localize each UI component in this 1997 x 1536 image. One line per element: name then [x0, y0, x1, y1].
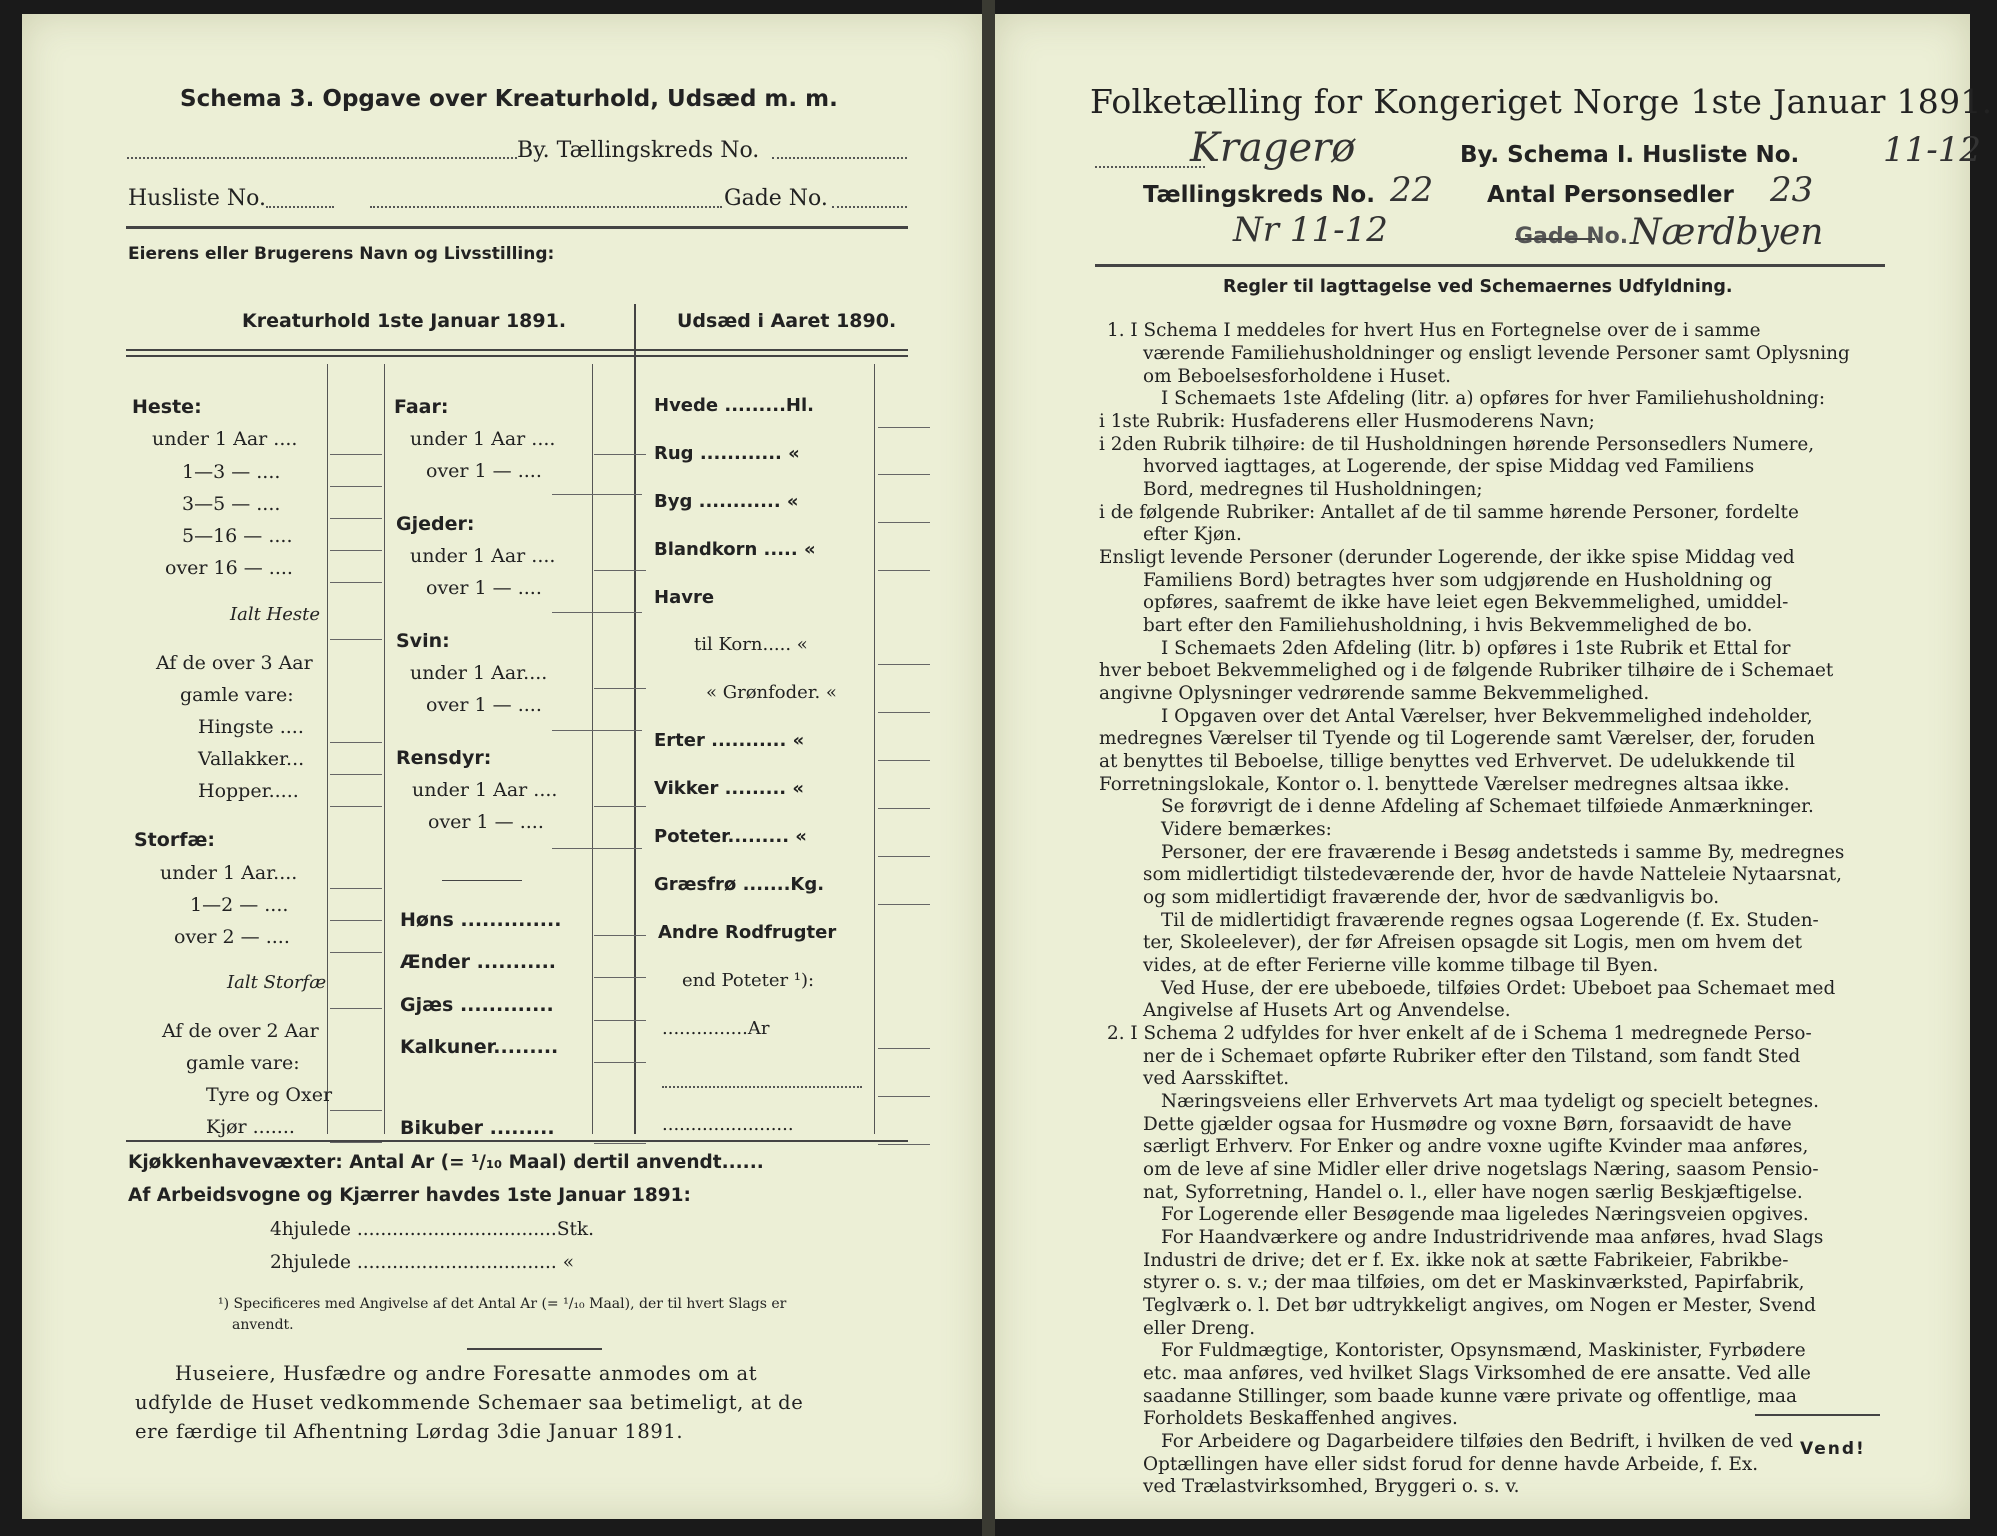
- husliste-blank: [266, 206, 334, 208]
- heste-row: 5—16 — ....: [182, 525, 293, 547]
- storfae-row: over 2 — ....: [174, 926, 290, 948]
- entry-blank: [878, 570, 930, 571]
- entry-blank: [330, 1142, 382, 1143]
- entry-blank: [330, 1110, 382, 1111]
- entry-blank: [878, 1048, 930, 1049]
- gade-label: Gade No.: [1515, 224, 1629, 249]
- faar-row: over 1 — ....: [426, 460, 542, 482]
- rule-line: efter Kjøn.: [1143, 524, 1242, 545]
- fowl-bikuber: Bikuber .........: [400, 1117, 555, 1139]
- entry-blank: [594, 806, 646, 807]
- entry-blank: [330, 454, 382, 455]
- crop-rug: Rug ............ «: [654, 443, 800, 464]
- svin-row: under 1 Aar....: [410, 662, 548, 684]
- fire-hjulede: 4hjulede ..................................Stk.: [270, 1219, 595, 1240]
- rule-line: I Schemaets 2den Afdeling (litr. b) opføres i 1ste Rubrik et Ettal for: [1161, 638, 1791, 659]
- entry-blank: [552, 848, 642, 849]
- entry-blank: [330, 774, 382, 775]
- kjokkenhavevaexter: Kjøkkenhavevæxter: Antal Ar (= ¹/₁₀ Maal) dertil anvendt......: [128, 1152, 764, 1173]
- heste-row: 1—3 — ....: [182, 461, 281, 483]
- rule-line: særligt Erhverv. For Enker og andre voxne ugifte Kvinder maa anføres,: [1143, 1136, 1809, 1157]
- taellingskreds-blank: [772, 157, 907, 159]
- gamle-vare-2: gamle vare:: [186, 1052, 300, 1074]
- book-gutter: [982, 0, 995, 1536]
- left-page-schema-3: [22, 14, 982, 1519]
- col-rule: [592, 364, 593, 1134]
- rensdyr-row: over 1 — ....: [428, 811, 544, 833]
- udsaed-header: Udsæd i Aaret 1890.: [677, 310, 897, 332]
- rule-line: ved Aarsskiftet.: [1143, 1068, 1290, 1089]
- col-rule: [327, 364, 328, 1134]
- entry-blank: [594, 454, 646, 455]
- rule-line: I Schemaets 1ste Afdeling (litr. a) opføres for hver Familiehusholdning:: [1161, 388, 1826, 409]
- rule-line: Videre bemærkes:: [1161, 819, 1332, 840]
- entry-blank: [594, 570, 646, 571]
- heste-row: over 16 — ....: [165, 557, 293, 579]
- entry-blank: [330, 486, 382, 487]
- heste-label: Heste:: [132, 396, 202, 418]
- rule-line: Bord, medregnes til Husholdningen;: [1143, 479, 1483, 500]
- entry-blank: [594, 688, 646, 689]
- storfae-row: under 1 Aar....: [160, 862, 298, 884]
- column-divider: [634, 304, 636, 1134]
- col-rule: [874, 364, 875, 1134]
- entry-blank: [878, 664, 930, 665]
- rule-line: saadanne Stillinger, som baade kunne være private og offentlige, maa: [1143, 1386, 1797, 1407]
- entry-blank: [330, 888, 382, 889]
- rule-line: For Fuldmægtige, Kontorister, Opsynsmænd, Maskinister, Fyrbødere: [1161, 1340, 1806, 1361]
- handwritten-place: Kragerø: [1190, 125, 1356, 171]
- crop-hvede: Hvede .........Hl.: [654, 395, 814, 416]
- entry-blank: [552, 494, 642, 495]
- rule-line: Angivelse af Husets Art og Anvendelse.: [1143, 1000, 1511, 1021]
- rule-line: Teglværk o. l. Det bør udtrykkeligt angives, om Nogen er Mester, Svend: [1143, 1295, 1816, 1316]
- rule-line: hvorved iagttages, at Logerende, der spise Middag ved Familiens: [1143, 456, 1755, 477]
- rule-line: opføres, saafremt de ikke have leiet egen Bekvemmelighed, umiddel-: [1143, 592, 1789, 613]
- census-title: Folketælling for Kongeriget Norge 1ste Januar 1891.: [1090, 82, 1993, 121]
- kjor: Kjør .......: [206, 1116, 295, 1138]
- closing-line-3: ere færdige til Afhentning Lørdag 3die Januar 1891.: [135, 1420, 684, 1443]
- handwritten-kreds: 22: [1390, 170, 1434, 210]
- ialt-storfae: Ialt Storfæ: [227, 972, 327, 993]
- taellingskreds-label: Tællingskreds No.: [1143, 182, 1375, 208]
- rule-line: 2. I Schema 2 udfyldes for hver enkelt af de i Schema 1 medregnede Perso-: [1107, 1023, 1812, 1044]
- rule-line: For Haandværkere og andre Industridrivende maa anføres, hvad Slags: [1161, 1227, 1824, 1248]
- heste-row: under 1 Aar ....: [152, 428, 298, 450]
- af-over-3: Af de over 3 Aar: [156, 652, 313, 674]
- short-rule: [1755, 1414, 1880, 1416]
- rule-line: medregnes Værelser til Tyende og til Logerende samt Værelser, der, foruden: [1099, 728, 1815, 749]
- schema-3-title: Schema 3. Opgave over Kreaturhold, Udsæd m. m.: [180, 86, 838, 112]
- rule-line: og som midlertidigt fraværende der, hvor de sædvanligvis bo.: [1143, 887, 1720, 908]
- street-blank: [370, 206, 722, 208]
- entry-blank: [330, 920, 382, 921]
- closing-line-2: udfylde de Huset vedkommende Schemaer saa betimeligt, at de: [135, 1391, 804, 1414]
- rule-line: Næringsveiens eller Erhvervets Art maa tydeligt og specielt betegnes.: [1161, 1091, 1819, 1112]
- col-rule: [384, 364, 385, 1134]
- fowl-aender: Ænder ...........: [400, 951, 557, 973]
- gade-label: Gade No.: [724, 186, 828, 211]
- gjeder-label: Gjeder:: [396, 513, 475, 535]
- entry-blank: [330, 582, 382, 583]
- entry-blank: [878, 808, 930, 809]
- vend-note: Vend!: [1800, 1439, 1866, 1459]
- rule-line: i 1ste Rubrik: Husfaderens eller Husmoderens Navn;: [1099, 411, 1595, 432]
- entry-blank: [878, 1096, 930, 1097]
- crop-blandkorn: Blandkorn ..... «: [654, 539, 816, 560]
- rule-line: i 2den Rubrik tilhøire: de til Husholdningen hørende Personsedlers Numere,: [1099, 434, 1815, 455]
- crop-byg: Byg ............ «: [654, 491, 799, 512]
- fowl-kalkuner: Kalkuner.........: [400, 1036, 559, 1058]
- entry-blank: [878, 427, 930, 428]
- rule-line: Personer, der ere fraværende i Besøg andetsteds i samme By, medregnes: [1161, 842, 1845, 863]
- faar-label: Faar:: [394, 396, 449, 418]
- storfae-row: 1—2 — ....: [190, 894, 289, 916]
- crop-gronfoder: « Grønfoder. «: [706, 682, 837, 703]
- hopper: Hopper.....: [198, 780, 299, 802]
- rule-line: ved Trælastvirksomhed, Bryggeri o. s. v.: [1143, 1476, 1520, 1497]
- husliste-label: Husliste No.: [128, 186, 266, 211]
- entry-blank: [330, 639, 382, 640]
- af-over-2: Af de over 2 Aar: [162, 1020, 319, 1042]
- rules-heading: Regler til lagttagelse ved Schemaernes Udfyldning.: [1223, 277, 1733, 297]
- entry-blank: [330, 952, 382, 953]
- rule-line: I Opgaven over det Antal Værelser, hver Bekvemmelighed indeholder,: [1161, 706, 1813, 727]
- entry-blank: [878, 760, 930, 761]
- crop-blank-line: .......................: [662, 1114, 794, 1135]
- storfae-label: Storfæ:: [134, 829, 215, 851]
- fowl-hons: Høns ..............: [400, 909, 562, 931]
- entry-blank: [594, 1020, 646, 1021]
- rule-line: Forholdets Beskaffenhed angives.: [1143, 1408, 1458, 1429]
- handwritten-house-number: Nr 11-12: [1233, 210, 1388, 250]
- crop-graesfro: Græsfrø .......Kg.: [654, 874, 825, 895]
- vallakker: Vallakker...: [198, 748, 305, 770]
- rule-line: værende Familiehusholdninger og ensligt levende Personer samt Oplysning: [1143, 343, 1850, 364]
- rule: [126, 355, 908, 357]
- place-blank: [1095, 166, 1205, 168]
- entry-blank: [330, 518, 382, 519]
- rule-line: vides, at de efter Ferierne ville komme tilbage til Byen.: [1143, 955, 1659, 976]
- entry-blank: [594, 935, 646, 936]
- rule-line: Se forøvrigt de i denne Afdeling af Schemaet tilføiede Anmærkninger.: [1161, 796, 1814, 817]
- gjeder-row: under 1 Aar ....: [410, 545, 556, 567]
- entry-blank: [878, 712, 930, 713]
- crop-end-poteter: end Poteter ¹):: [682, 970, 815, 991]
- rule-line: Optællingen have eller sidst forud for denne havde Arbeide, f. Ex.: [1143, 1454, 1759, 1475]
- entry-blank: [878, 474, 930, 475]
- hingste: Hingste ....: [198, 716, 304, 738]
- short-rule: [442, 880, 522, 881]
- rule-line: ter, Skoleelever), der før Afreisen opsagde sit Logis, men om hvem det: [1143, 932, 1802, 953]
- antal-personsedler-label: Antal Personsedler: [1487, 182, 1734, 208]
- rule-line: som midlertidigt tilstedeværende der, hvor de havde Natteleie Nytaarsnat,: [1143, 864, 1843, 885]
- entry-blank: [878, 522, 930, 523]
- entry-blank: [552, 730, 642, 731]
- entry-blank: [594, 977, 646, 978]
- rule-line: Familiens Bord) betragtes hver som udgjørende en Husholdning og: [1143, 570, 1773, 591]
- crop-ar: ...............Ar: [662, 1018, 770, 1039]
- rule-line: eller Dreng.: [1143, 1318, 1256, 1339]
- rule-line: om de leve af sine Midler eller drive nogetslags Næring, saasom Pensio-: [1143, 1159, 1819, 1180]
- crop-andre-rodfrugter: Andre Rodfrugter: [658, 922, 837, 943]
- rule: [126, 349, 908, 351]
- rule-line: at benyttes til Beboelse, tillige benyttes ved Erhvervet. De udelukkende til: [1099, 751, 1796, 772]
- rule: [1095, 264, 1885, 267]
- gjeder-row: over 1 — ....: [426, 577, 542, 599]
- by-blank: [127, 157, 517, 159]
- closing-line-1: Huseiere, Husfædre og andre Foresatte anmodes om at: [175, 1362, 758, 1385]
- entry-blank: [552, 612, 642, 613]
- rule-line: For Logerende eller Besøgende maa ligeledes Næringsveien opgives.: [1161, 1204, 1809, 1225]
- by-schema-husliste-label: By. Schema I. Husliste No.: [1460, 142, 1800, 168]
- footnote-line-1: ¹) Specificeres med Angivelse af det Antal Ar (= ¹/₁₀ Maal), der til hvert Slags er: [218, 1296, 787, 1312]
- crop-havre: Havre: [654, 587, 715, 608]
- gade-blank: [832, 206, 907, 208]
- entry-blank: [330, 742, 382, 743]
- entry-blank: [878, 1144, 930, 1145]
- rule-line: Ensligt levende Personer (derunder Logerende, der ikke spise Middag ved: [1099, 547, 1795, 568]
- entry-blank: [878, 904, 930, 905]
- rule-line: etc. maa anføres, ved hvilket Slags Virksomhed de ere ansatte. Ved alle: [1143, 1363, 1811, 1384]
- entry-blank: [330, 1008, 382, 1009]
- rule: [126, 226, 908, 229]
- rule-line: Forretningslokale, Kontor o. l. benyttede Værelser medregnes altsaa ikke.: [1099, 774, 1790, 795]
- entry-blank: [594, 1143, 646, 1144]
- rule-line: 1. I Schema I meddeles for hvert Hus en Fortegnelse over de i samme: [1107, 320, 1761, 341]
- gamle-vare: gamle vare:: [180, 684, 294, 706]
- entry-blank: [594, 1062, 646, 1063]
- owner-label: Eierens eller Brugerens Navn og Livsstilling:: [128, 244, 555, 264]
- svin-label: Svin:: [396, 630, 450, 652]
- rensdyr-label: Rensdyr:: [396, 747, 492, 769]
- tyre-og-oxer: Tyre og Oxer: [206, 1084, 333, 1106]
- entry-blank: [330, 806, 382, 807]
- dotted-line: [662, 1086, 862, 1088]
- rule-line: Ved Huse, der ere ubeboede, tilføies Ordet: Ubeboet paa Schemaet med: [1161, 978, 1836, 999]
- rule-line: Industri de drive; det er f. Ex. ikke nok at sætte Fabrikeier, Fabrikbe-: [1143, 1250, 1789, 1271]
- rule: [126, 1140, 908, 1142]
- rule-line: bart efter den Familiehusholdning, i hvis Bekvemmelighed de bo.: [1143, 615, 1753, 636]
- short-rule: [467, 1348, 602, 1350]
- rule-line: For Arbeidere og Dagarbeidere tilføies den Bedrift, i hvilken de ved: [1161, 1431, 1794, 1452]
- crop-poteter: Poteter......... «: [654, 826, 807, 847]
- faar-row: under 1 Aar ....: [410, 428, 556, 450]
- entry-blank: [878, 856, 930, 857]
- rule-line: hver beboet Bekvemmelighed og i de følgende Rubriker tilhøire de i Schemaet: [1099, 660, 1834, 681]
- right-page-schema-1: [995, 14, 1993, 1519]
- rule-line: nat, Syforretning, Handel o. l., eller have nogen særlig Beskjæftigelse.: [1143, 1182, 1803, 1203]
- rule-line: angivne Oplysninger vedrørende samme Bekvemmelighed.: [1099, 683, 1650, 704]
- rensdyr-row: under 1 Aar ....: [412, 779, 558, 801]
- ialt-heste: Ialt Heste: [230, 604, 321, 625]
- handwritten-gade: Nærdbyen: [1630, 212, 1824, 253]
- kreaturhold-header: Kreaturhold 1ste Januar 1891.: [242, 310, 567, 332]
- strike-through: [1515, 238, 1595, 240]
- by-taellingskreds-label: By. Tællingskreds No.: [517, 138, 760, 163]
- rule-line: Til de midlertidigt fraværende regnes ogsaa Logerende (f. Ex. Studen-: [1161, 910, 1819, 931]
- rule-line: om Beboelsesforholdene i Huset.: [1143, 366, 1451, 387]
- heste-row: 3—5 — ....: [182, 493, 281, 515]
- handwritten-husliste: 11-12: [1883, 130, 1982, 170]
- crop-til-korn: til Korn..... «: [694, 634, 808, 655]
- rule-line: ner de i Schemaet opførte Rubriker efter den Tilstand, som fandt Sted: [1143, 1046, 1801, 1067]
- to-hjulede: 2hjulede .................................. «: [270, 1252, 575, 1273]
- handwritten-antal: 23: [1770, 170, 1814, 210]
- arbeidsvogne: Af Arbeidsvogne og Kjærrer havdes 1ste Januar 1891:: [128, 1185, 691, 1206]
- svin-row: over 1 — ....: [426, 694, 542, 716]
- footnote-line-2: anvendt.: [232, 1317, 294, 1333]
- crop-erter: Erter ........... «: [654, 730, 805, 751]
- fowl-gjaes: Gjæs .............: [400, 994, 554, 1016]
- crop-vikker: Vikker ......... «: [654, 778, 805, 799]
- rule-line: Dette gjælder ogsaa for Husmødre og voxne Børn, forsaavidt de have: [1143, 1114, 1792, 1135]
- entry-blank: [330, 550, 382, 551]
- rule-line: styrer o. s. v.; der maa tilføies, om det er Maskinværksted, Papirfabrik,: [1143, 1272, 1805, 1293]
- rule-line: i de følgende Rubriker: Antallet af de til samme hørende Personer, fordelte: [1099, 502, 1799, 523]
